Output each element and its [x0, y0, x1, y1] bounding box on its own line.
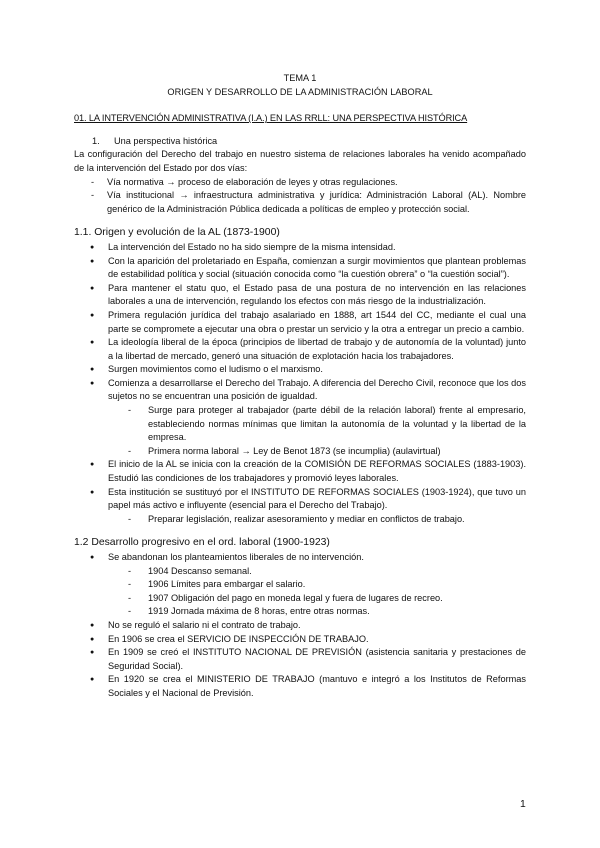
tema-label: TEMA 1: [283, 73, 317, 83]
page-number: 1: [520, 799, 526, 810]
sub-list-item: - 1919 Jornada máxima de 8 horas, entre otras normas.: [108, 605, 526, 619]
list-item: ● El inicio de la AL se inicia con la creación de la COMISIÓN DE REFORMAS SOCIALES (1883-1903). Estudió las condiciones de los trabajadores y promovió leyes laborales.: [74, 458, 526, 485]
intro-heading: [74, 135, 526, 149]
list-item: [74, 551, 526, 619]
intro-paragraph: La configuración del Derecho del trabajo en nuestro sistema de relaciones laborales ha venido acompañado de la intervención del Estado por dos vías:: [74, 149, 526, 173]
section-heading: 01. LA INTERVENCIÓN ADMINISTRATIVA (I.A.) EN LAS RRLL: UNA PERSPECTIVA HISTÓRICA: [74, 113, 468, 124]
document-page: [74, 72, 526, 701]
subsection-heading-1-2: 1.2 Desarrollo progresivo en el ord. laboral (1900-1923): [74, 537, 330, 549]
sub-list: [108, 404, 526, 458]
list-item: ● Primera regulación jurídica del trabajo asalariado en 1888, art 1544 del CC, mediante el cual una parte se compromete a ejecutar una obra o prestar un servicio y la otra a entregar un precio a cambio.: [74, 309, 526, 336]
list-item: ● La intervención del Estado no ha sido siempre de la misma intensidad.: [74, 241, 526, 255]
list-item: [74, 486, 526, 527]
intro-number: 1.: [92, 135, 100, 146]
intro-heading-text: Una perspectiva histórica: [114, 135, 218, 146]
list-item: ● En 1906 se crea el SERVICIO DE INSPECCIÓN DE TRABAJO.: [74, 633, 526, 647]
list-item: - Vía normativa → proceso de elaboración de leyes y otras regulaciones.: [74, 176, 526, 190]
subsection-heading-1-1: 1.1. Origen y evolución de la AL (1873-1900): [74, 227, 280, 239]
list-item: [74, 377, 526, 459]
list-item: ● Surgen movimientos como el ludismo o el marxismo.: [74, 363, 526, 377]
document-title: ORIGEN Y DESARROLLO DE LA ADMINISTRACIÓN LABORAL: [167, 86, 433, 97]
list-item: ● Para mantener el statu quo, el Estado pasa de una postura de no intervención en las relaciones laborales a una de intervención, regulando los efectos con más riesgo de la industrialización.: [74, 282, 526, 309]
list-item: ● La ideología liberal de la época (principios de libertad de trabajo y de autonomía de la voluntad) junto a la libertad de mercado, generó una situación de explotación hacia los trabajadores.: [74, 336, 526, 363]
list-item: ● Con la aparición del proletariado en España, comienzan a surgir movimientos que plantean problemas de estabilidad política y social (situación conocida como “la cuestión obrera” o “la cuestión social”).: [74, 255, 526, 282]
bullet-list-1-1: [74, 241, 526, 526]
list-item: ● En 1909 se creó el INSTITUTO NACIONAL DE PREVISIÓN (asistencia sanitaria y prestaciones de Seguridad Social).: [74, 646, 526, 673]
sub-list-item: - Surge para proteger al trabajador (parte débil de la relación laboral) frente al empresario, estableciendo normas mínimas que limitan la autonomía de la voluntad y la libertad de la empresa.: [108, 404, 526, 445]
sub-list: [108, 565, 526, 619]
list-item-text: ● Se abandonan los planteamientos liberales de no intervención.: [108, 552, 364, 562]
list-item: ● En 1920 se crea el MINISTERIO DE TRABAJO (mantuvo e integró a los Institutos de Reformas Sociales y el Nacional de Previsión.: [74, 673, 526, 700]
intro-list: [74, 176, 526, 217]
sub-list-item: - Primera norma laboral → Ley de Benot 1873 (se incumplia) (aulavirtual): [108, 445, 526, 459]
sub-list-item: - Preparar legislación, realizar asesoramiento y mediar en conflictos de trabajo.: [108, 513, 526, 527]
list-item: - Vía institucional → infraestructura administrativa y jurídica: Administración Laboral (AL). Nombre genérico de la Administración Pública dedicada a políticas de empleo y protección social.: [74, 189, 526, 216]
bullet-list-1-2: [74, 551, 526, 701]
sub-list-item: - 1904 Descanso semanal.: [108, 565, 526, 579]
list-item-text: ● Esta institución se sustituyó por el INSTITUTO DE REFORMAS SOCIALES (1903-1924), que tuvo un papel más activo e influyente (esencial para el Derecho del Trabajo).: [108, 486, 526, 511]
list-item-text: ● Comienza a desarrollarse el Derecho del Trabajo. A diferencia del Derecho Civil, reconoce que los dos sujetos no se encuentran una posición de igualdad.: [108, 377, 526, 402]
sub-list-item: - 1906 Límites para embargar el salario.: [108, 578, 526, 592]
sub-list-item: - 1907 Obligación del pago en moneda legal y fuera de lugares de recreo.: [108, 592, 526, 606]
sub-list: [108, 513, 526, 527]
list-item: ● No se reguló el salario ni el contrato de trabajo.: [74, 619, 526, 633]
